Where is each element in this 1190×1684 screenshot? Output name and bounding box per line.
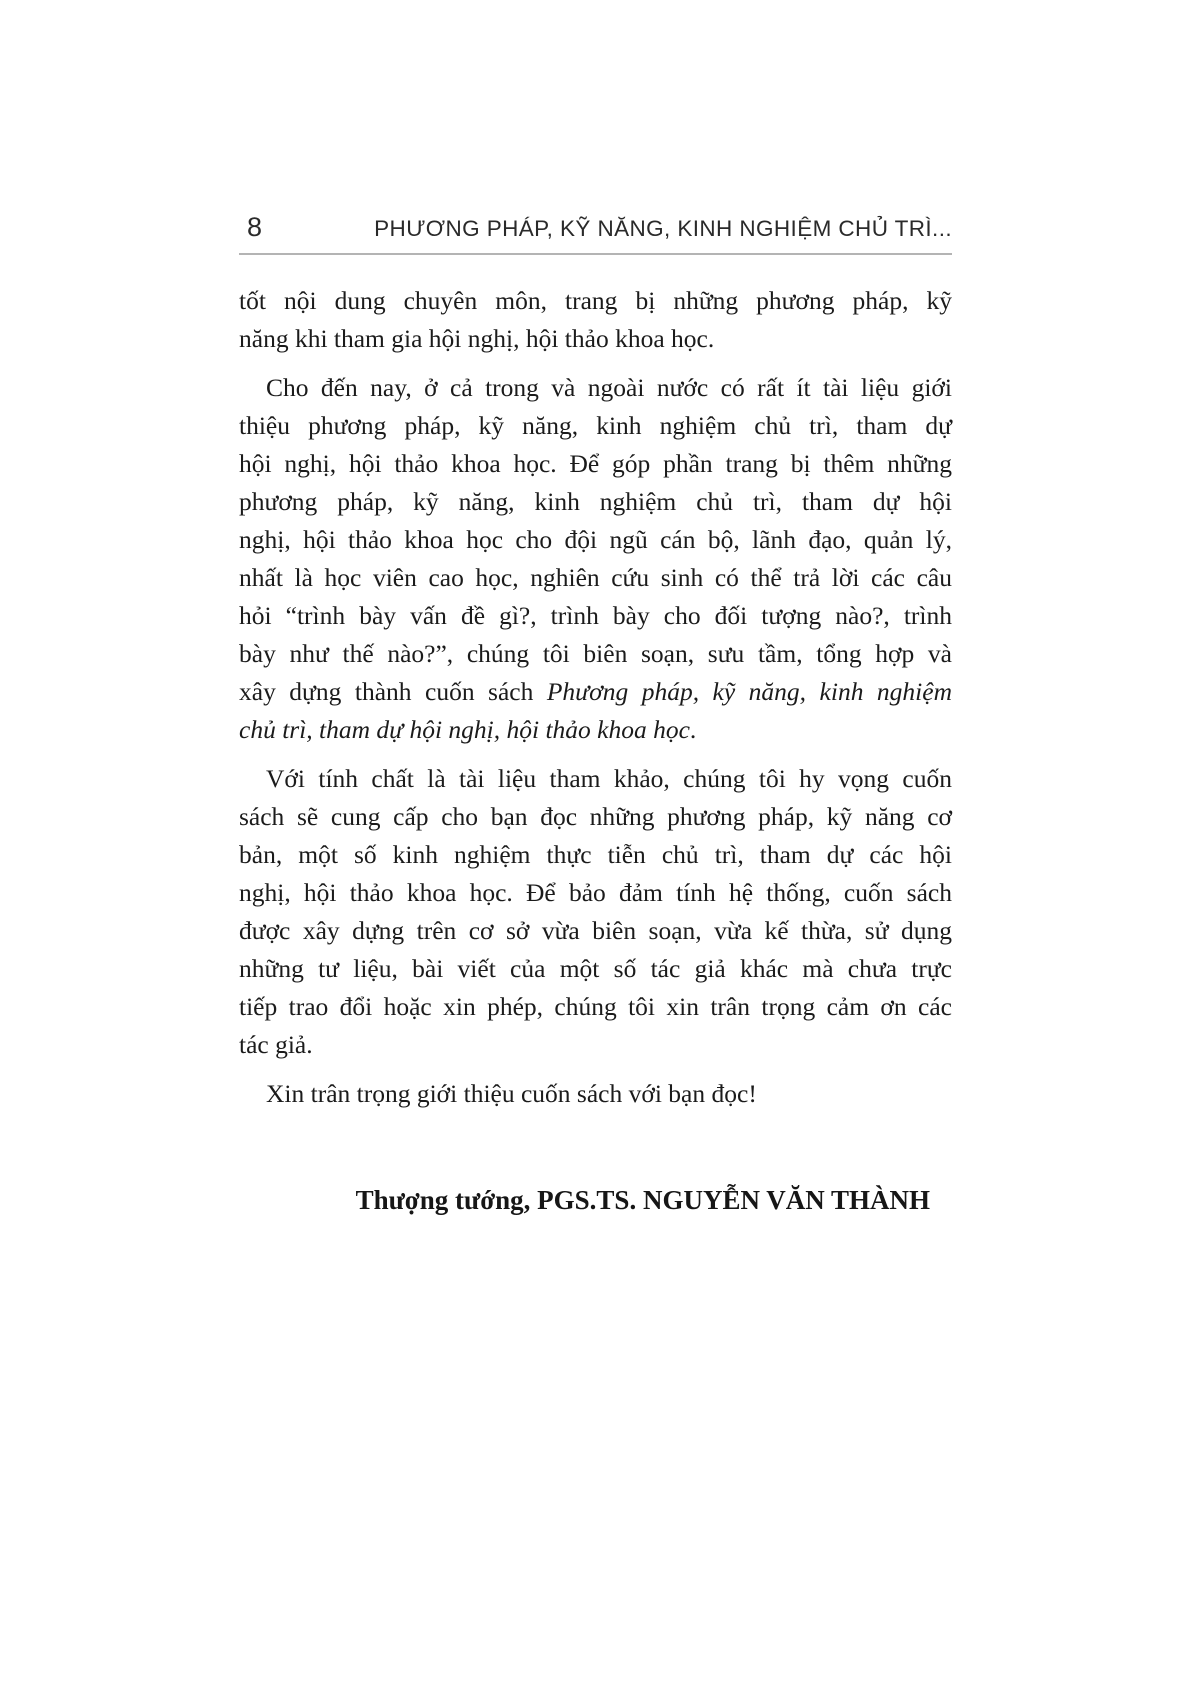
text-line (239, 521, 952, 559)
text-line (239, 874, 952, 912)
text-line (239, 836, 952, 874)
text-line (239, 1075, 952, 1113)
text-line (239, 597, 952, 635)
text-line (239, 760, 952, 798)
text-segment: Xin trân trọng giới thiệu cuốn sách với bạn đọc! (266, 1079, 757, 1108)
paragraph (239, 282, 952, 358)
paragraph (239, 760, 952, 1064)
text-segment: hội nghị, hội thảo khoa học. Để góp phần trang bị thêm những (239, 449, 952, 478)
body-text (239, 282, 952, 1113)
text-segment: nhất là học viên cao học, nghiên cứu sinh có thể trả lời các câu (239, 563, 952, 592)
page-content (239, 212, 952, 1217)
text-line (239, 798, 952, 836)
running-title: PHƯƠNG PHÁP, KỸ NĂNG, KINH NGHIỆM CHỦ TRÌ... (374, 216, 952, 241)
book-title-italic: chủ trì, tham dự hội nghị, hội thảo khoa học (239, 715, 690, 744)
text-line (239, 711, 952, 749)
text-segment: Với tính chất là tài liệu tham khảo, chúng tôi hy vọng cuốn (266, 764, 952, 793)
text-line (239, 673, 952, 711)
text-segment: được xây dựng trên cơ sở vừa biên soạn, vừa kế thừa, sử dụng (239, 916, 952, 945)
text-segment: nghị, hội thảo khoa học cho đội ngũ cán bộ, lãnh đạo, quản lý, (239, 525, 952, 554)
text-line (239, 483, 952, 521)
author-signature: Thượng tướng, PGS.TS. NGUYỄN VĂN THÀNH (355, 1185, 930, 1215)
text-line (239, 1026, 952, 1064)
text-line (239, 635, 952, 673)
page-header (239, 212, 952, 255)
text-line (239, 320, 952, 358)
text-segment: tốt nội dung chuyên môn, trang bị những phương pháp, kỹ (239, 286, 952, 315)
text-segment: Cho đến nay, ở cả trong và ngoài nước có rất ít tài liệu giới (266, 373, 952, 402)
text-segment: năng khi tham gia hội nghị, hội thảo khoa học. (239, 324, 715, 353)
text-line (239, 950, 952, 988)
book-title-italic: Phương pháp, kỹ năng, kinh nghiệm (546, 677, 952, 706)
text-line (239, 369, 952, 407)
text-segment: những tư liệu, bài viết của một số tác giả khác mà chưa trực (239, 954, 952, 983)
text-segment: bày như thế nào?”, chúng tôi biên soạn, sưu tầm, tổng hợp và (239, 639, 952, 668)
text-segment: nghị, hội thảo khoa học. Để bảo đảm tính hệ thống, cuốn sách (239, 878, 952, 907)
text-line (239, 445, 952, 483)
text-line (239, 912, 952, 950)
text-segment: thiệu phương pháp, kỹ năng, kinh nghiệm chủ trì, tham dự (239, 411, 952, 440)
paragraph (239, 369, 952, 749)
text-segment: . (689, 715, 697, 744)
text-line (239, 282, 952, 320)
text-segment: bản, một số kinh nghiệm thực tiễn chủ trì, tham dự các hội (239, 840, 952, 869)
text-segment: phương pháp, kỹ năng, kinh nghiệm chủ trì, tham dự hội (239, 487, 952, 516)
text-segment: hỏi “trình bày vấn đề gì?, trình bày cho đối tượng nào?, trình (239, 601, 952, 630)
text-segment: xây dựng thành cuốn sách (239, 677, 547, 706)
text-segment: tác giả. (239, 1030, 313, 1059)
page-number: 8 (247, 212, 263, 242)
text-segment: tiếp trao đổi hoặc xin phép, chúng tôi xin trân trọng cảm ơn các (239, 992, 952, 1021)
text-line (239, 407, 952, 445)
paragraph (239, 1075, 952, 1113)
text-line (239, 988, 952, 1026)
text-segment: sách sẽ cung cấp cho bạn đọc những phương pháp, kỹ năng cơ (239, 802, 952, 831)
text-line (239, 559, 952, 597)
